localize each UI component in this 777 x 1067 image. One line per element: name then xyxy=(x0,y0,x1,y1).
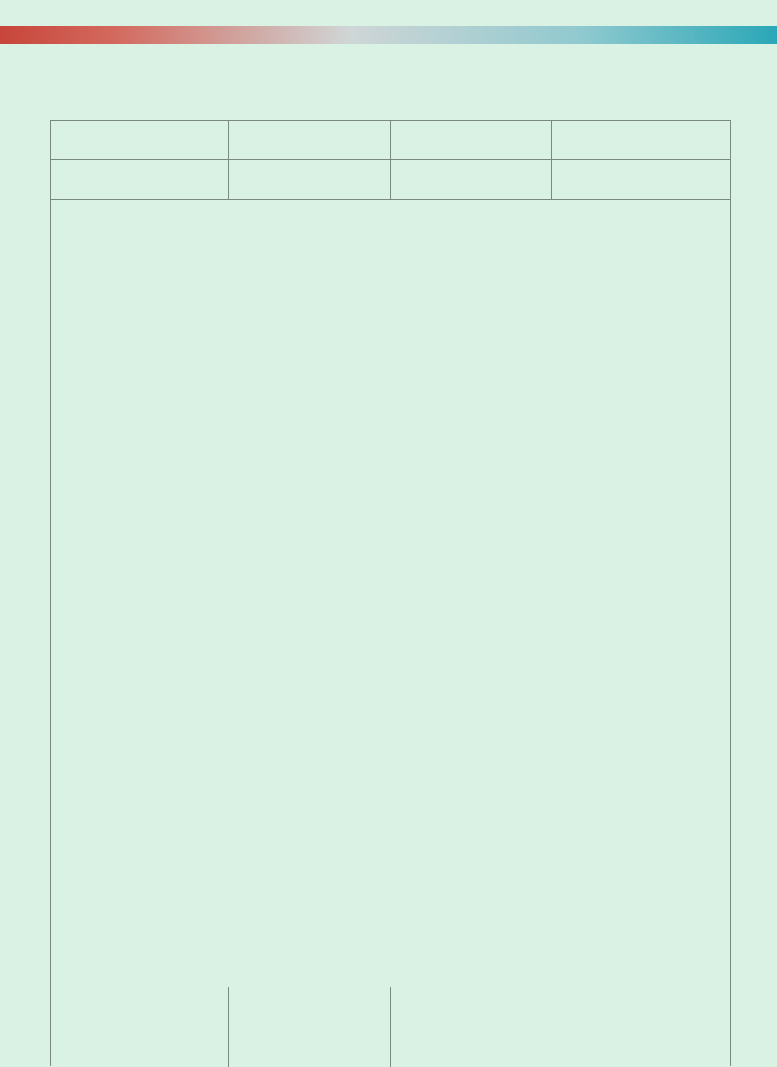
down-payment-input[interactable] xyxy=(552,160,730,199)
name-input[interactable] xyxy=(229,121,390,159)
phone-label xyxy=(391,121,551,159)
gender-input[interactable] xyxy=(229,160,390,199)
gender-label xyxy=(51,160,229,199)
name-label xyxy=(51,121,229,159)
registration-form xyxy=(50,120,731,1066)
down-payment-label xyxy=(391,160,551,199)
row-name-phone xyxy=(51,121,730,160)
top-color-bar xyxy=(0,26,777,44)
footer-row xyxy=(51,987,730,1067)
phone-input[interactable] xyxy=(552,121,730,159)
row-gender-downpayment xyxy=(51,160,730,200)
